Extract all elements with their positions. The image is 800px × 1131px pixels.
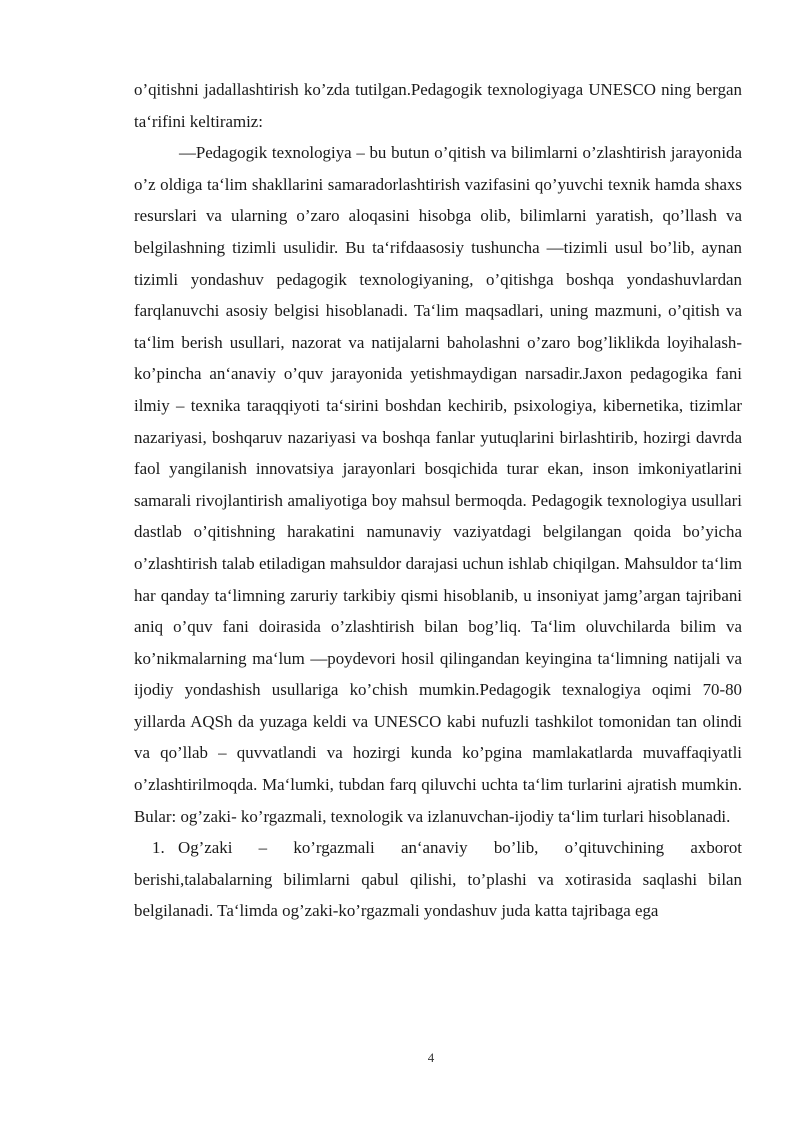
paragraph-unesco-definition: ―Pedagogik texnologiya – bu butun o’qitish va bilimlarni o’zlashtirish jarayonida o’z oldiga ta‘lim shakllarini samaradorlashtirish vazifasini qo’yuvchi texnik hamda shaxs resurslari va ularning o’zaro aloqasini hisobga olib, bilimlarni yaratish, qo’llash va belgilashning tizimli usulidir. Bu ta‘rifdaasosiy tushuncha ―tizimli usul bo’lib, aynan tizimli yondashuv pedagogik texnologiyaning, o’qitishga boshqa yondashuvlardan farqlanuvchi asosiy belgisi hisoblanadi. Ta‘lim maqsadlari, uning mazmuni, o’qitish va ta‘lim berish usullari, nazorat va natijalarni baholashni o’zaro bog’liklikda loyihalash-ko’pincha an‘anaviy o’quv jarayonida yetishmaydigan narsadir.Jaxon pedagogika fani ilmiy – texnika taraqqiyoti ta‘sirini boshdan kechirib, psixologiya, kibernetika, tizimlar nazariyasi, boshqaruv nazariyasi va boshqa fanlar yutuqlarini birlashtirib, hozirgi davrda faol yangilanish innovatsiya jarayonlari bosqichida turar ekan, inson imkoniyatlarini samarali rivojlantirish amaliyotiga boy mahsul bermoqda. Pedagogik texnologiya usullari dastlab o’qitishning harakatini namunaviy vaziyatdagi belgilangan qoida bo’yicha o’zlashtirish talab etiladigan mahsuldor darajasi uchun ishlab chiqilgan. Mahsuldor ta‘lim har qanday ta‘limning zaruriy tarkibiy qismi hisoblanib, u insoniyat jamg’argan tajribani aniq o’quv fani doirasida o’zlashtirish bilan bog’liq. Ta‘lim oluvchilarda bilim va ko’nikmalarning ma‘lum ―poydevori hosil qilingandan keyingina ta‘limning natijali va ijodiy yondashish usullariga ko’chish mumkin.Pedagogik texnalogiya oqimi 70-80 yillarda AQSh da yuzaga keldi va UNESCO kabi nufuzli tashkilot tomonidan tan olindi va qo’llab – quvvatlandi va hozirgi kunda ko’pgina mamlakatlarda muvaffaqiyatli o’zlashtirilmoqda. Ma‘lumki, tubdan farq qiluvchi uchta ta‘lim turlarini ajratish mumkin. Bular: og’zaki- ko’rgazmali, texnologik va izlanuvchan-ijodiy ta‘lim turlari hisoblanadi. <box>134 143 742 826</box>
paragraph-intro: o’qitishni jadallashtirish ko’zda tutilgan.Pedagogik texnologiyaga UNESCO ning bergan ta‘rifini keltiramiz: <box>134 80 742 131</box>
page-number: 4 <box>427 1050 435 1065</box>
list-item-number: 1. <box>152 838 165 858</box>
list-item-1 <box>134 832 742 927</box>
list-item-first-line: Og’zaki – ko’rgazmali an‘anaviy bo’lib, o’qituvchining axborot <box>178 838 742 858</box>
list-item-text: berishi,talabalarning bilimlarni qabul qilishi, to’plashi va xotirasida saqlashi bilan belgilanadi. Ta‘limda og’zaki-ko’rgazmali yondashuv juda katta tajribaga ega <box>134 869 742 921</box>
document-body <box>134 74 742 927</box>
